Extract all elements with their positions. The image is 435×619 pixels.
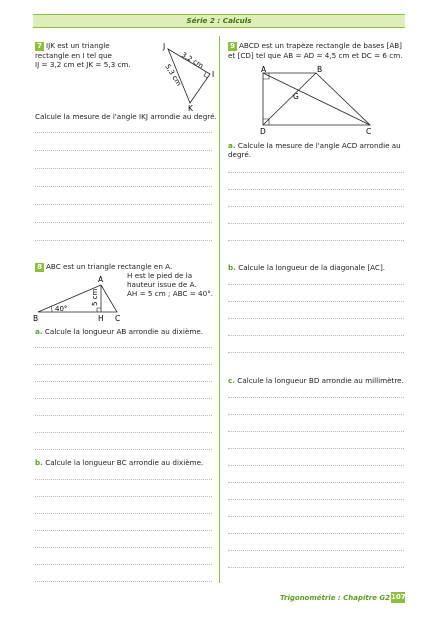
label-d: D: [260, 127, 266, 136]
answer-line: [228, 352, 404, 353]
label-h: H: [98, 314, 104, 323]
answer-line: [228, 223, 404, 224]
ex7-answer-lines: [35, 132, 212, 241]
answer-line: [35, 381, 212, 382]
label-ij: 3,2 cm: [179, 50, 205, 71]
answer-line: [228, 284, 404, 285]
ex9b-answer-lines: [228, 284, 404, 353]
ex9-question-a: [228, 141, 401, 159]
label-j: J: [163, 42, 166, 51]
answer-line: [228, 189, 404, 190]
diagonal-ac: [263, 73, 370, 125]
diagonal-bd: [263, 73, 316, 125]
answer-line: [35, 449, 212, 450]
answer-line: [35, 240, 212, 241]
answer-line: [228, 465, 404, 466]
answer-line: [35, 432, 212, 433]
answer-line: [35, 581, 212, 582]
ex9-qa-text1: Calcule la mesure de l'angle ACD arrondie au: [237, 141, 401, 150]
ex8-line1: ABC est un triangle rectangle en A.: [46, 262, 173, 271]
ex9-qc-text: Calcule la longueur BD arrondie au millimètre.: [237, 376, 404, 385]
angle-b-arc: [51, 306, 52, 312]
ex7-line3: IJ = 3,2 cm et JK = 5,3 cm.: [35, 60, 131, 69]
label-a: A: [261, 65, 267, 74]
ex7-line2: rectangle en I tel que: [35, 51, 112, 60]
ex9-question-c: [228, 376, 404, 385]
answer-line: [35, 222, 212, 223]
answer-line: [35, 364, 212, 365]
ex7-figure: [158, 40, 218, 112]
answer-line: [35, 496, 212, 497]
series-header: Série 2 : Calculs: [33, 14, 405, 28]
ex9-statement: [228, 41, 403, 60]
label-k: K: [188, 104, 193, 112]
answer-line: [228, 533, 404, 534]
ex8-line4: AH = 5 cm ; ABC = 40°.: [127, 289, 214, 298]
label-angle: 40°: [55, 305, 68, 313]
ex7-statement: [35, 41, 131, 69]
answer-line: [228, 397, 404, 398]
ex8-figure: [33, 272, 128, 325]
label-a: A: [98, 275, 104, 284]
label-b: B: [33, 314, 39, 323]
ex9-qc-label: c.: [228, 376, 235, 385]
ex7-number-badge: 7: [35, 42, 44, 51]
ex9-qb-text: Calcule la longueur de la diagonale [AC].: [238, 263, 386, 272]
triangle-abc: [38, 285, 117, 312]
label-b: B: [317, 65, 323, 74]
ex8-number-badge: 8: [35, 263, 44, 272]
ex9-qa-text2: degré.: [228, 150, 252, 159]
answer-line: [35, 530, 212, 531]
answer-line: [228, 335, 404, 336]
answer-line: [35, 415, 212, 416]
ex8a-answer-lines: [35, 347, 212, 450]
column-divider: [219, 36, 220, 583]
ex7-line1: IJK est un triangle: [46, 41, 110, 50]
ex8-statement-rest: [127, 271, 213, 298]
ex8-qa-label: a.: [35, 327, 43, 336]
answer-line: [35, 168, 212, 169]
answer-line: [228, 567, 404, 568]
answer-line: [35, 479, 212, 480]
ex8-line3: hauteur issue de A.: [127, 280, 197, 289]
label-g: G: [293, 92, 299, 101]
answer-line: [228, 550, 404, 551]
label-i: I: [212, 70, 215, 79]
ex8-qb-text: Calcule la longueur BC arrondie au dixième.: [45, 458, 204, 467]
ex9-qa-label: a.: [228, 141, 236, 150]
answer-line: [35, 347, 212, 348]
ex8-qb-label: b.: [35, 458, 43, 467]
answer-line: [228, 499, 404, 500]
answer-line: [35, 186, 212, 187]
ex7-question: Calcule la mesure de l'angle IKJ arrondie au degré.: [35, 112, 217, 121]
answer-line: [35, 150, 212, 151]
ex8-question-a: [35, 327, 203, 336]
ex9-number-badge: 9: [228, 42, 237, 51]
answer-line: [228, 301, 404, 302]
ex8b-answer-lines: [35, 479, 212, 582]
label-c: C: [366, 127, 372, 136]
ex8-question-b: [35, 458, 203, 467]
answer-line: [228, 482, 404, 483]
ex9-line2: et [CD] tel que AB = AD = 4,5 cm et DC = 6 cm.: [228, 51, 403, 60]
answer-line: [228, 414, 404, 415]
page-number: 107: [391, 593, 406, 601]
footer-chapter-title: Trigonométrie : Chapitre G2: [280, 594, 390, 602]
ex9-qb-label: b.: [228, 263, 236, 272]
answer-line: [228, 172, 404, 173]
ex9-line1: ABCD est un trapèze rectangle de bases [AB]: [239, 41, 402, 50]
answer-line: [35, 398, 212, 399]
label-ah: 5 cm: [91, 288, 99, 306]
right-angle-mark-h: [97, 308, 101, 312]
answer-line: [35, 132, 212, 133]
ex9-question-b: [228, 263, 385, 272]
ex8-qa-text: Calcule la longueur AB arrondie au dixième.: [44, 327, 204, 336]
ex8-line2: H est le pied de la: [127, 271, 193, 280]
label-jk: 5,3 cm: [163, 62, 183, 88]
ex9c-answer-lines: [228, 397, 404, 568]
ex9-figure: [252, 62, 382, 137]
answer-line: [228, 431, 404, 432]
ex9a-answer-lines: [228, 172, 404, 241]
answer-line: [228, 240, 404, 241]
answer-line: [228, 318, 404, 319]
answer-line: [228, 448, 404, 449]
answer-line: [35, 204, 212, 205]
answer-line: [35, 513, 212, 514]
answer-line: [228, 516, 404, 517]
label-c: C: [115, 314, 121, 323]
answer-line: [35, 564, 212, 565]
answer-line: [35, 547, 212, 548]
answer-line: [228, 206, 404, 207]
